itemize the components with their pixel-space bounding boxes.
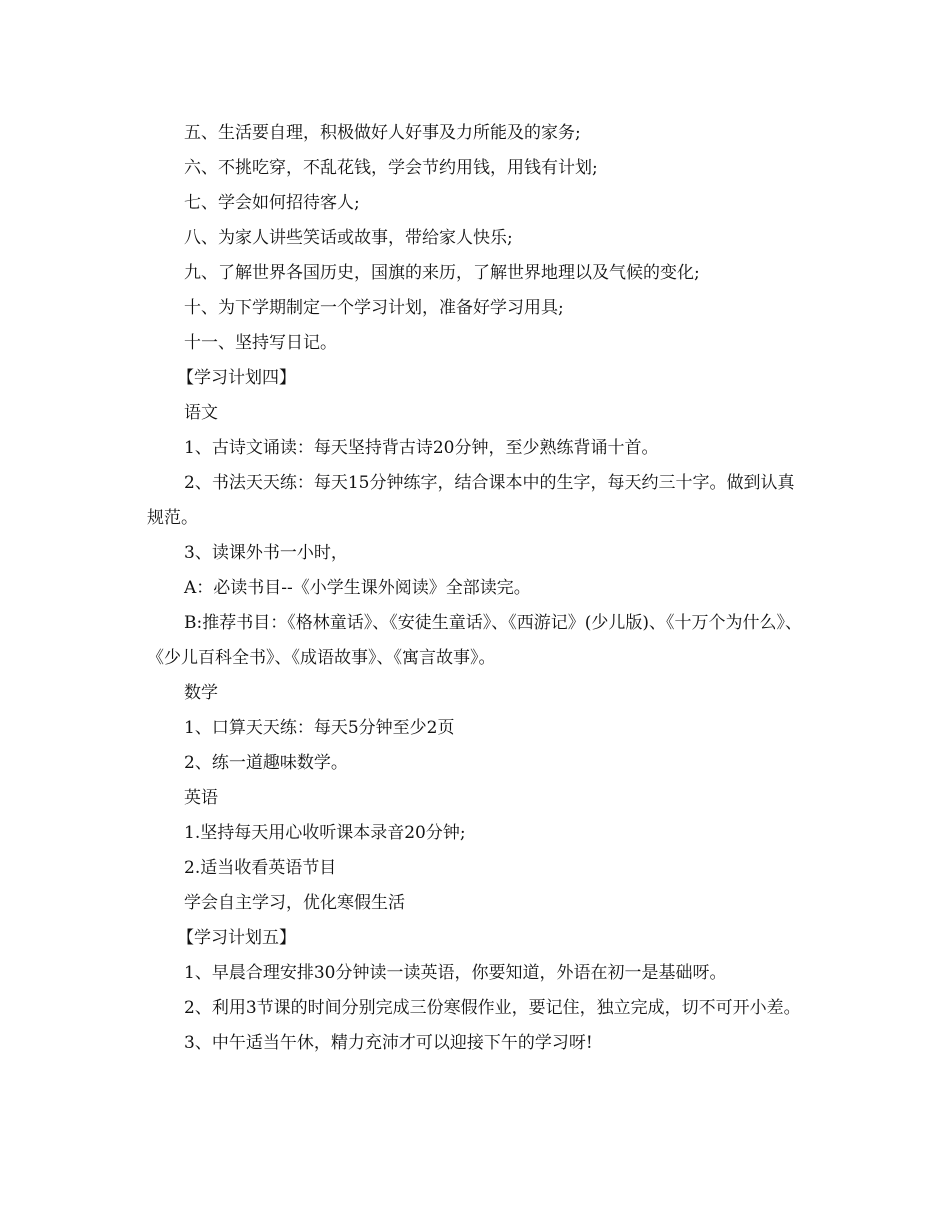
section-heading: 【学习计划五】	[177, 928, 296, 948]
paragraph: 3、读课外书一小时，	[184, 543, 348, 563]
subject-heading: 语文	[184, 403, 218, 423]
paragraph: 九、了解世界各国历史，国旗的来历，了解世界地理以及气候的变化;	[184, 263, 700, 283]
paragraph: A：必读书目--《小学生课外阅读》全部读完。	[184, 578, 531, 598]
paragraph: 2.适当收看英语节目	[184, 858, 337, 878]
paragraph: 五、生活要自理，积极做好人好事及力所能及的家务;	[184, 123, 581, 143]
paragraph: 七、学会如何招待客人;	[184, 193, 360, 213]
paragraph: 2、练一道趣味数学。	[184, 753, 348, 773]
paragraph: 十、为下学期制定一个学习计划，准备好学习用具;	[184, 298, 564, 318]
paragraph: 六、不挑吃穿，不乱花钱，学会节约用钱，用钱有计划;	[184, 158, 598, 178]
paragraph: 1、口算天天练：每天5分钟至少2页	[184, 718, 455, 738]
paragraph: 3、中午适当午休，精力充沛才可以迎接下午的学习呀!	[184, 1033, 593, 1053]
paragraph: 1.坚持每天用心收听课本录音20分钟;	[184, 823, 466, 843]
paragraph: 十一、坚持写日记。	[184, 333, 337, 353]
paragraph: 学会自主学习，优化寒假生活	[184, 893, 405, 913]
paragraph: 2、利用3节课的时间分别完成三份寒假作业，要记住，独立完成，切不可开小差。	[184, 998, 801, 1018]
subject-heading: 数学	[184, 683, 218, 703]
paragraph: 八、为家人讲些笑话或故事，带给家人快乐;	[184, 228, 513, 248]
document-body	[147, 116, 809, 1061]
paragraph: 1、古诗文诵读：每天坚持背古诗20分钟，至少熟练背诵十首。	[184, 438, 659, 458]
section-heading: 【学习计划四】	[177, 368, 296, 388]
paragraph: B:推荐书目：《格林童话》、《安徒生童话》、《西游记》(少儿版)、《十万个为什么》、《少儿百科全书》、《成语故事》、《寓言故事》。	[147, 613, 802, 668]
subject-heading: 英语	[184, 788, 218, 808]
paragraph: 2、书法天天练：每天15分钟练字，结合课本中的生字，每天约三十字。做到认真规范。	[147, 473, 795, 528]
paragraph: 1、早晨合理安排30分钟读一读英语，你要知道，外语在初一是基础呀。	[184, 963, 727, 983]
